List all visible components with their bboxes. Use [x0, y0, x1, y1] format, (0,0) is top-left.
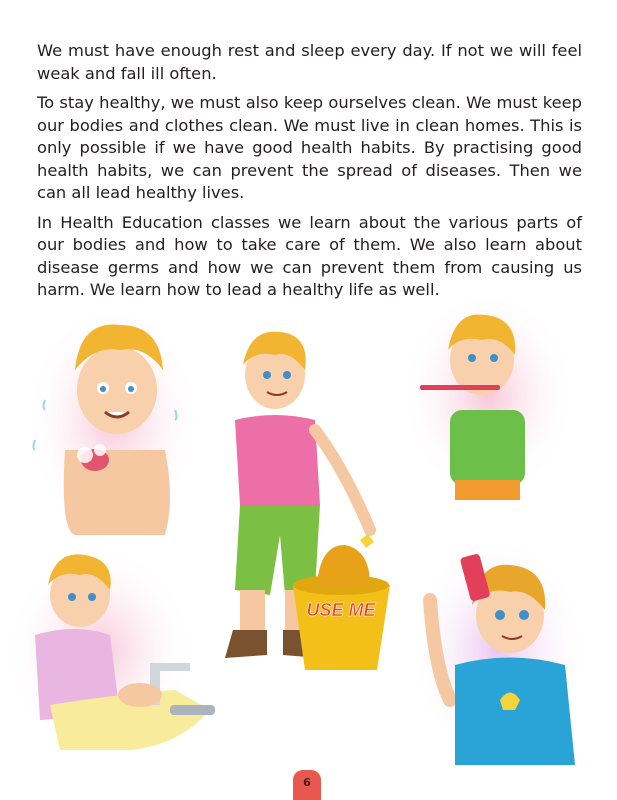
- page-number: 6: [303, 776, 311, 789]
- illustration-bathing-boy: [25, 300, 200, 535]
- body-text: [37, 40, 582, 309]
- illustration-litter-boy: [205, 320, 405, 690]
- paragraph-health-education: In Health Education classes we learn about the various parts of our bodies and how to take care of them. We also learn about disease germs and how we can prevent them from causing us harm. We learn how to lead a healthy life as well.: [37, 212, 582, 299]
- illustration-handwashing-boy: [10, 545, 225, 750]
- paragraph-cleanliness: To stay healthy, we must also keep ourselves clean. We must keep our bodies and clothes clean. We must live in clean homes. This is only possible if we have good health habits. By practising good health habits, we can prevent the spread of diseases. Then we can all lead healthy lives.: [37, 93, 582, 202]
- paragraph-rest-sleep: We must have enough rest and sleep every day. If not we will feel weak and fall ill often.: [37, 41, 582, 83]
- page-number-tab: [293, 770, 321, 800]
- bin-label: USE ME: [306, 600, 376, 620]
- illustration-combing-boy: [410, 540, 585, 765]
- illustration-brushing-boy: [400, 300, 575, 505]
